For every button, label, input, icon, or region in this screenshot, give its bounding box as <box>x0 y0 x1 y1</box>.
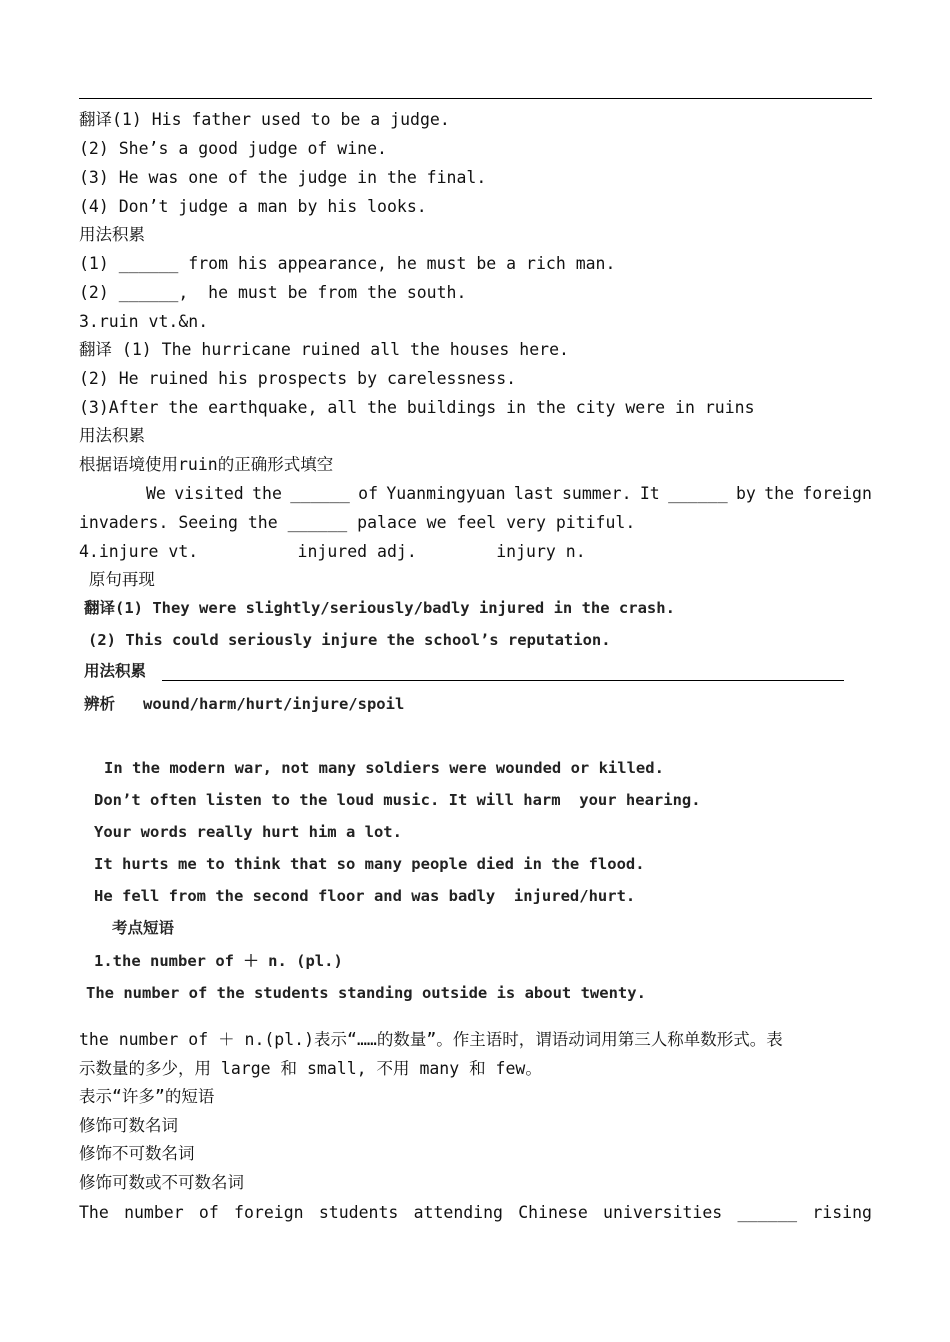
image-text-line: 辨析 wound/harm/hurt/injure/spoil <box>84 695 405 713</box>
blank: ______ <box>668 484 728 503</box>
text-line: (1) ______ from his appearance, he must be a rich man. <box>79 254 616 273</box>
word: foreign <box>234 1203 304 1222</box>
blank: ______ <box>737 1203 798 1222</box>
image-section-heading: 考点短语 <box>112 919 175 937</box>
word: attending <box>413 1203 503 1222</box>
image-text-line: Your words really hurt him a lot. <box>94 823 402 841</box>
text-line: (2) ______, he must be from the south. <box>79 283 467 302</box>
image-text-line: In the modern war, not many soldiers were wounded or killed. <box>104 759 664 777</box>
word: of <box>358 484 379 503</box>
text-line: 翻译(1) His father used to be a judge. <box>79 110 450 129</box>
text-line: 表示“许多”的短语 <box>79 1087 215 1106</box>
text-line: (3)After the earthquake, all the buildings in the city were in ruins <box>79 398 755 417</box>
word: The <box>79 1203 109 1222</box>
section-heading: 用法积累 <box>79 426 145 445</box>
word: the <box>252 484 282 503</box>
fill-in-line <box>146 484 872 504</box>
word: of <box>198 1203 219 1222</box>
word: Yuanmingyuan <box>386 484 506 503</box>
text-line: 示数量的多少，用 large 和 small, 不用 many 和 few。 <box>79 1059 542 1078</box>
image-text-line: (2) This could seriously injure the school’s reputation. <box>88 631 611 649</box>
image-text-line: It hurts me to think that so many people died in the flood. <box>94 855 645 873</box>
image-section-heading: 用法积累 <box>84 662 147 680</box>
text-line: 修饰可数或不可数名词 <box>79 1173 244 1192</box>
text-line: 翻译 (1) The hurricane ruined all the houses here. <box>79 340 569 359</box>
image-text-line: 1.the number of ＋ n. (pl.) <box>94 952 343 970</box>
word: students <box>318 1203 399 1222</box>
word: Chinese <box>518 1203 588 1222</box>
header-rule <box>79 98 872 99</box>
word: number <box>124 1203 184 1222</box>
image-text-line: Don’t often listen to the loud music. It will harm your hearing. <box>94 791 701 809</box>
text-line: 修饰可数名词 <box>79 1116 178 1135</box>
text-line: invaders. Seeing the ______ palace we feel very pitiful. <box>79 513 636 532</box>
text-line: 根据语境使用ruin的正确形式填空 <box>79 455 334 474</box>
fill-in-line <box>79 1203 872 1223</box>
text-line: 3.ruin vt.&n. <box>79 312 209 331</box>
text-line: (3) He was one of the judge in the final. <box>79 168 487 187</box>
word: summer. <box>561 484 632 503</box>
word: last <box>513 484 554 503</box>
word: visited <box>174 484 244 503</box>
section-heading: 原句再现 <box>79 570 155 589</box>
text-line: (2) She’s a good judge of wine. <box>79 139 387 158</box>
section-heading: 用法积累 <box>79 225 145 244</box>
answer-underline <box>162 680 844 681</box>
text-line: the number of ＋ n.(pl.)表示“……的数量”。作主语时，谓语动词用第三人称单数形式。表 <box>79 1030 783 1049</box>
word: universities <box>603 1203 723 1222</box>
word: the <box>764 484 795 503</box>
text-line: 修饰不可数名词 <box>79 1144 195 1163</box>
word: rising <box>812 1203 872 1222</box>
word: It <box>639 484 660 503</box>
text-line: (4) Don’t judge a man by his looks. <box>79 197 427 216</box>
word: by <box>736 484 756 503</box>
text-line: (2) He ruined his prospects by carelessness. <box>79 369 517 388</box>
word: foreign <box>802 484 872 503</box>
word: We <box>146 484 166 503</box>
image-text-line: He fell from the second floor and was badly injured/hurt. <box>94 887 636 905</box>
image-text-line: 翻译(1) They were slightly/seriously/badly injured in the crash. <box>84 599 675 617</box>
blank: ______ <box>290 484 350 503</box>
text-line: 4.injure vt. injured adj. injury n. <box>79 542 586 561</box>
image-text-line: The number of the students standing outside is about twenty. <box>86 984 646 1002</box>
